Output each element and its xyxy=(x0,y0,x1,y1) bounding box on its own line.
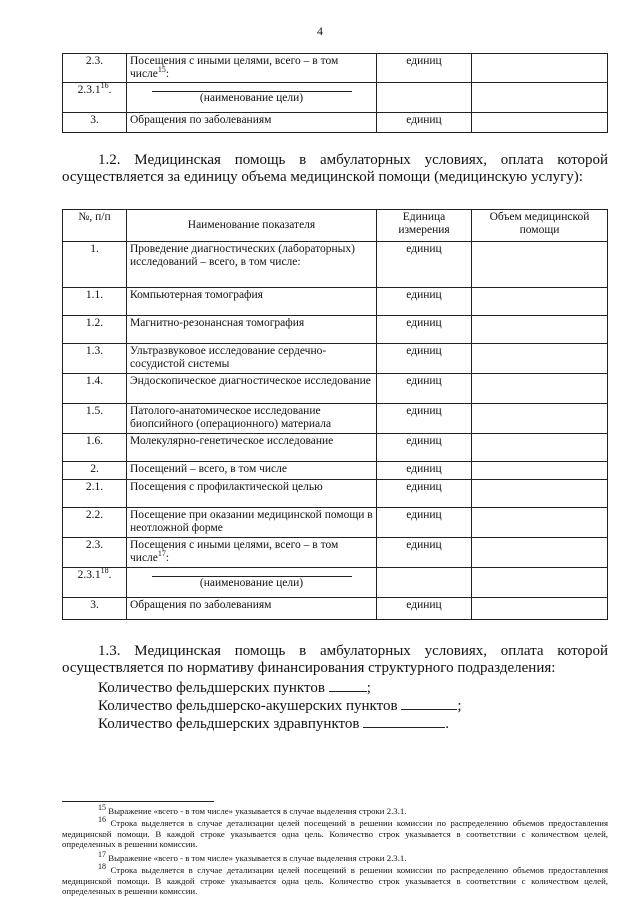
row-value[interactable] xyxy=(472,316,608,344)
table-row xyxy=(63,374,608,404)
row-number: 2.3. xyxy=(63,538,127,568)
row-value[interactable] xyxy=(472,83,608,113)
table-row xyxy=(63,242,608,288)
count-health-posts: Количество фельдшерских здравпунктов . xyxy=(98,716,449,732)
row-name: Магнитно-резонансная томография xyxy=(127,316,377,344)
row-value[interactable] xyxy=(472,54,608,83)
row-value[interactable] xyxy=(472,434,608,462)
row-value[interactable] xyxy=(472,462,608,480)
row-name: Посещений – всего, в том числе xyxy=(127,462,377,480)
row-number: 1. xyxy=(63,242,127,288)
row-unit: единиц xyxy=(377,344,472,374)
footnote-16: $^{16}$ Строка выделяется в случае детализации целей посещений в решении комиссии по распределению объемов предоставления медицинской помощи. В каждой строке указывается одна цель. Количество строк указывается в соответствии с количеством целей, определенных в решении комиссии. xyxy=(62,815,608,849)
row-value[interactable] xyxy=(472,374,608,404)
row-unit: единиц xyxy=(377,480,472,508)
row-number: 1.3. xyxy=(63,344,127,374)
footnote-separator xyxy=(62,801,214,802)
table-row xyxy=(63,288,608,316)
table-row xyxy=(63,344,608,374)
row-unit: единиц xyxy=(377,242,472,288)
count-health-posts-field[interactable] xyxy=(363,715,445,728)
row-unit: единиц xyxy=(377,288,472,316)
row-name: Компьютерная томография xyxy=(127,288,377,316)
row-number: 1.4. xyxy=(63,374,127,404)
row-name: Посещения с профилактической целью xyxy=(127,480,377,508)
table-row xyxy=(63,83,608,113)
row-number: 2.1. xyxy=(63,480,127,508)
footnote-18: $^{18}$ Строка выделяется в случае детализации целей посещений в решении комиссии по распределению объемов предоставления медицинской помощи. В каждой строке указывается одна цель. Количество строк указывается в соответствии с количеством целей, определенных в решении комиссии. xyxy=(62,862,608,896)
page-number: 4 xyxy=(317,24,323,38)
row-value[interactable] xyxy=(472,288,608,316)
row-number: 2. xyxy=(63,462,127,480)
table-row xyxy=(63,54,608,83)
header-number: №, п/п xyxy=(63,210,127,242)
row-name-blank[interactable] xyxy=(127,568,377,598)
blank-caption: (наименование цели) xyxy=(199,92,304,104)
row-name: Обращения по заболеваниям xyxy=(127,113,377,133)
section-1-2: 1.2. Медицинская помощь в амбулаторных условиях, оплата которой осуществляется за единицу объема медицинской помощи (медицинскую услугу): xyxy=(62,152,608,185)
table-row xyxy=(63,462,608,480)
row-unit: единиц xyxy=(377,462,472,480)
row-number: 1.1. xyxy=(63,288,127,316)
row-value[interactable] xyxy=(472,568,608,598)
row-name: Посещения с иными целями, всего – в том числе$^{17}$: xyxy=(127,538,377,568)
table-header-row xyxy=(63,210,608,242)
count-feldsher-points-field[interactable] xyxy=(329,679,367,692)
row-name: Ультразвуковое исследование сердечно-сосудистой системы xyxy=(127,344,377,374)
row-value[interactable] xyxy=(472,598,608,620)
table-row xyxy=(63,316,608,344)
row-number: 3. xyxy=(63,113,127,133)
row-unit: единиц xyxy=(377,508,472,538)
row-name: Молекулярно-генетическое исследование xyxy=(127,434,377,462)
row-number: 2.2. xyxy=(63,508,127,538)
row-name: Обращения по заболеваниям xyxy=(127,598,377,620)
row-number: 3. xyxy=(63,598,127,620)
row-number: 2.3.1$^{18}$. xyxy=(63,568,127,598)
row-number: 1.6. xyxy=(63,434,127,462)
row-unit: единиц xyxy=(377,374,472,404)
row-unit: единиц xyxy=(377,598,472,620)
row-name: Патолого-анатомическое исследование биопсийного (операционного) материала xyxy=(127,404,377,434)
row-name: Посещение при оказании медицинской помощи в неотложной форме xyxy=(127,508,377,538)
table-row xyxy=(63,480,608,508)
row-number: 1.5. xyxy=(63,404,127,434)
table-main xyxy=(62,209,608,620)
row-unit: единиц xyxy=(377,404,472,434)
row-value[interactable] xyxy=(472,344,608,374)
row-unit xyxy=(377,83,472,113)
row-value[interactable] xyxy=(472,113,608,133)
table-row xyxy=(63,434,608,462)
table-row xyxy=(63,568,608,598)
row-name-blank[interactable] xyxy=(127,83,377,113)
table-row xyxy=(63,538,608,568)
table-row xyxy=(63,598,608,620)
row-value[interactable] xyxy=(472,404,608,434)
row-name: Проведение диагностических (лабораторных) исследований – всего, в том числе: xyxy=(127,242,377,288)
row-unit: единиц xyxy=(377,54,472,83)
row-number: 1.2. xyxy=(63,316,127,344)
row-value[interactable] xyxy=(472,508,608,538)
row-name: Эндоскопическое диагностическое исследование xyxy=(127,374,377,404)
count-fap-points-field[interactable] xyxy=(401,697,457,710)
table-continuation xyxy=(62,53,608,133)
row-unit xyxy=(377,568,472,598)
row-value[interactable] xyxy=(472,480,608,508)
header-unit: Единица измерения xyxy=(377,210,472,242)
row-number: 2.3. xyxy=(63,54,127,83)
count-fap-points: Количество фельдшерско-акушерских пунктов ; xyxy=(98,698,462,714)
footnote-17: $^{17}$ Выражение «всего - в том числе» указывается в случае выделения строки 2.3.1. xyxy=(98,850,407,863)
section-1-3: 1.3. Медицинская помощь в амбулаторных условиях, оплата которой осуществляется по нормативу финансирования структурного подразделения: xyxy=(62,643,608,676)
row-unit: единиц xyxy=(377,538,472,568)
row-unit: единиц xyxy=(377,434,472,462)
row-number: 2.3.1$^{16}$. xyxy=(63,83,127,113)
blank-caption: (наименование цели) xyxy=(199,577,304,589)
row-unit: единиц xyxy=(377,316,472,344)
header-name: Наименование показателя xyxy=(127,210,377,242)
row-value[interactable] xyxy=(472,538,608,568)
table-row xyxy=(63,113,608,133)
table-row xyxy=(63,404,608,434)
count-feldsher-points: Количество фельдшерских пунктов ; xyxy=(98,680,371,696)
footnote-15: $^{15}$ Выражение «всего - в том числе» указывается в случае выделения строки 2.3.1. xyxy=(98,803,407,816)
row-name: Посещения с иными целями, всего – в том числе$^{15}$: xyxy=(127,54,377,83)
row-unit: единиц xyxy=(377,113,472,133)
table-row xyxy=(63,508,608,538)
header-volume: Объем медицинской помощи xyxy=(472,210,608,242)
row-value[interactable] xyxy=(472,242,608,288)
